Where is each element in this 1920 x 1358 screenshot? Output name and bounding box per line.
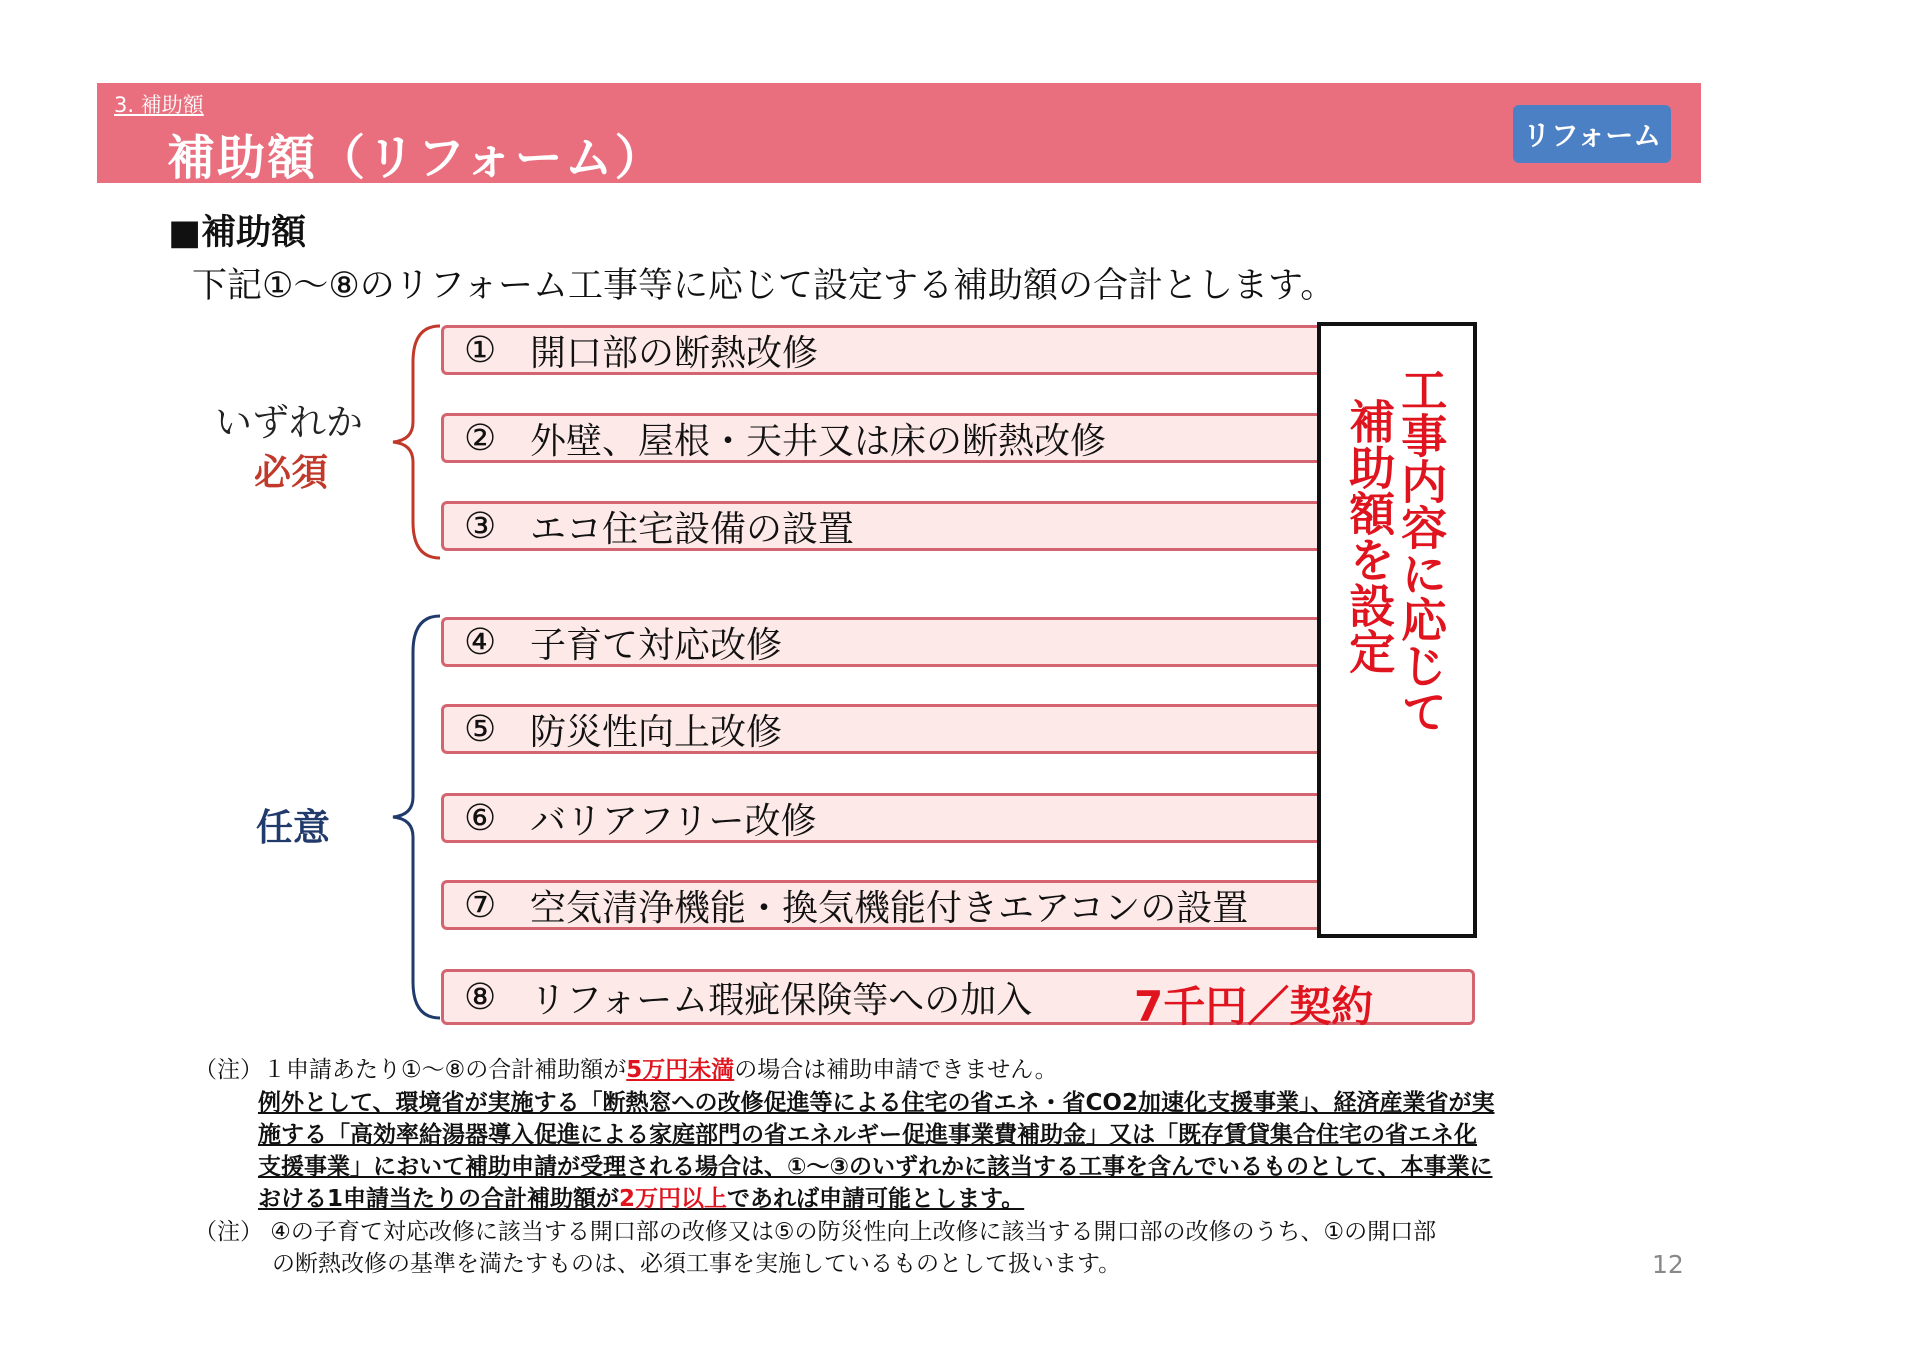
page-title: 補助額（リフォーム）: [167, 130, 665, 186]
item-label: 外壁、屋根・天井又は床の断熱改修: [530, 420, 1107, 462]
box-text-line2: 補助額を設定: [1342, 398, 1397, 674]
item-label: 空気清浄機能・換気機能付きエアコンの設置: [530, 887, 1249, 929]
item-number: ⑤: [464, 708, 497, 750]
item-5: [441, 704, 1317, 754]
item-1: [441, 325, 1317, 375]
required-label-line2: 必須: [254, 451, 328, 494]
optional-brace-icon: [385, 612, 445, 1022]
item-label: 子育て対応改修: [530, 624, 783, 666]
item-7: [441, 880, 1317, 930]
item-label: エコ住宅設備の設置: [530, 508, 855, 550]
subsidy-heading: ■補助額: [168, 213, 307, 253]
note-1-highlight: 5万円未満: [626, 1057, 735, 1083]
category-tag: リフォーム: [1513, 105, 1671, 163]
item-3: [441, 501, 1317, 551]
note-2: [194, 1216, 1436, 1280]
note-2-line: （注） ④の子育て対応改修に該当する開口部の改修又は⑤の防災性向上改修に該当する開口部の改修のうち、①の開口部: [194, 1219, 1437, 1245]
note-1-exception-line: 例外として、環境省が実施する「断熱窓への改修促進等による住宅の省エネ・省CO2加速化支援事業」、経済産業省が実: [258, 1090, 1495, 1116]
item-label: バリアフリー改修: [530, 800, 817, 842]
item-number: ④: [464, 621, 497, 663]
item-8: [441, 969, 1475, 1031]
item-label: リフォーム瑕疵保険等への加入: [530, 979, 1033, 1021]
note-1-suffix: の場合は補助申請できません。: [734, 1057, 1058, 1083]
page-number: 12: [1652, 1250, 1684, 1279]
intro-text: 下記①～⑧のリフォーム工事等に応じて設定する補助額の合計とします。: [192, 266, 1336, 306]
box-text-line1: 工事内容に応じて: [1394, 366, 1449, 734]
note-1-prefix: （注）１申請あたり①～⑧の合計補助額が: [194, 1057, 627, 1083]
required-brace-icon: [385, 322, 445, 562]
item-number: ①: [464, 329, 497, 371]
item-2: [441, 413, 1317, 463]
note-1-exception-highlight: 2万円以上: [619, 1186, 728, 1212]
amount-note-box: [1317, 322, 1477, 938]
item-number: ⑧: [464, 976, 497, 1018]
optional-label: 任意: [256, 806, 330, 849]
note-1: [194, 1054, 1058, 1086]
note-1-exception-line: 支援事業」において補助申請が受理される場合は、①～③のいずれかに該当する工事を含んでいるものとして、本事業に: [258, 1154, 1493, 1180]
note-1-exception-line: であれば申請可能とします。: [727, 1186, 1025, 1212]
item-number: ⑦: [464, 884, 497, 926]
item-number: ⑥: [464, 797, 497, 839]
item-6: [441, 793, 1317, 843]
note-1-exception: [258, 1087, 1618, 1215]
note-2-line: の断熱改修の基準を満たすものは、必須工事を実施しているものとして扱います。: [272, 1251, 1122, 1277]
note-1-exception-line: おける1申請当たりの合計補助額が: [258, 1186, 620, 1212]
item-4: [441, 617, 1317, 667]
price-per-contract: 7千円／契約: [1134, 982, 1374, 1031]
note-1-exception-line: 施する「高効率給湯器導入促進による家庭部門の省エネルギー促進事業費補助金」又は「既存賃貸集合住宅の省エネ化: [258, 1122, 1477, 1148]
header-banner: [97, 83, 1701, 186]
item-label: 開口部の断熱改修: [530, 332, 819, 374]
section-label[interactable]: 3. 補助額: [114, 93, 204, 117]
item-label: 防災性向上改修: [530, 711, 783, 753]
required-label-line1: いずれか: [215, 401, 363, 444]
item-number: ③: [464, 505, 497, 547]
item-number: ②: [464, 417, 497, 459]
